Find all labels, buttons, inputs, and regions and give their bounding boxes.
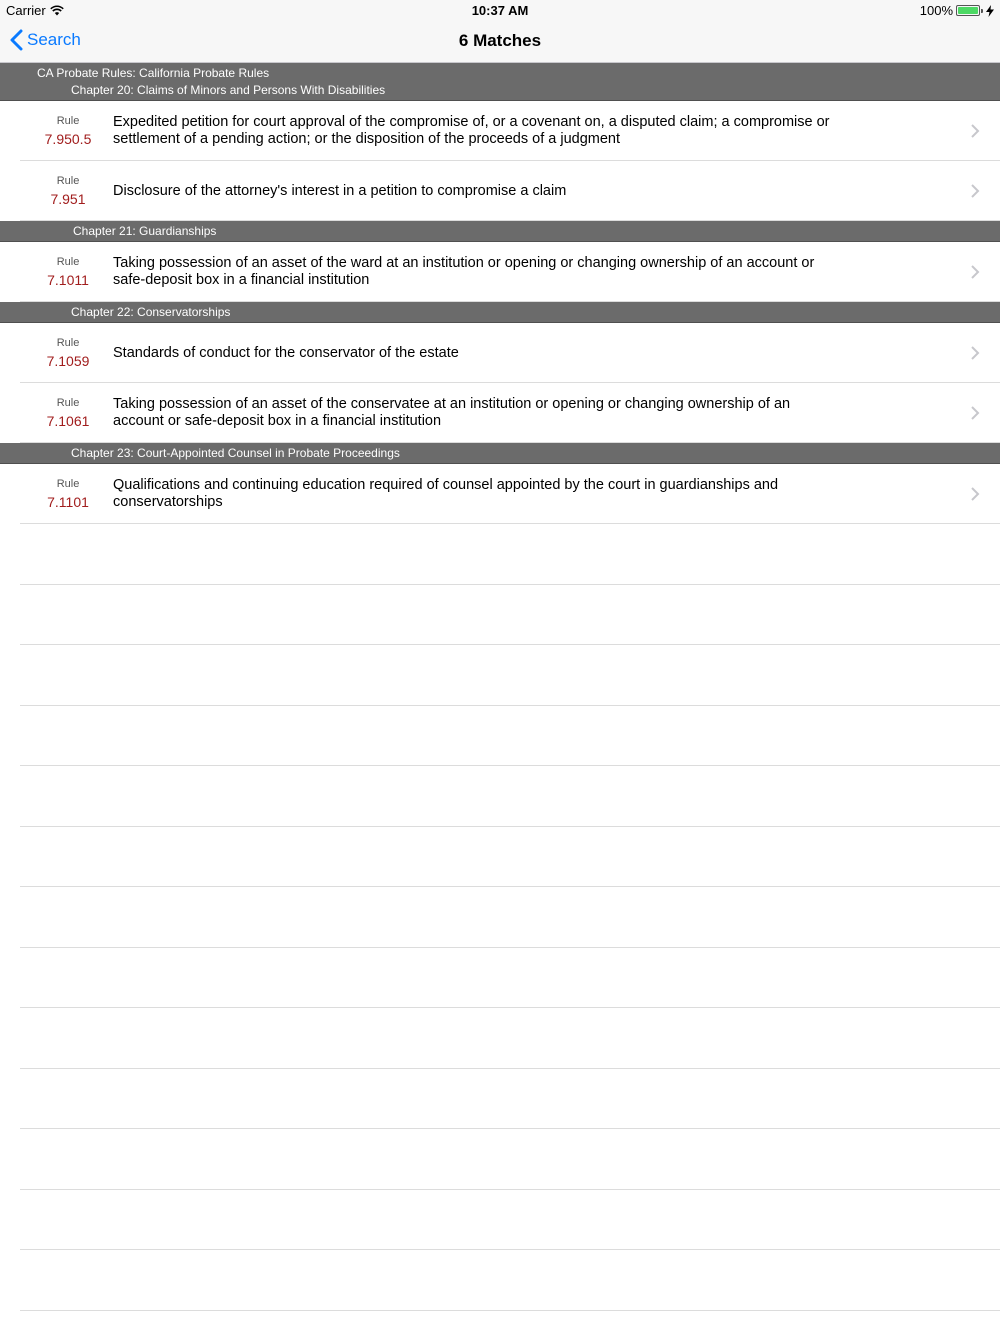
rule-block	[20, 337, 116, 369]
empty-row	[0, 766, 1000, 827]
empty-row	[0, 524, 1000, 585]
charging-bolt-icon	[986, 5, 994, 17]
empty-row	[0, 1190, 1000, 1251]
rule-number: 7.950.5	[44, 131, 92, 147]
section-header	[0, 302, 1000, 323]
rule-number: 7.1059	[46, 353, 90, 369]
rule-block	[20, 175, 116, 207]
section-header	[0, 63, 1000, 101]
chevron-right-icon	[970, 183, 980, 199]
section-book-title: CA Probate Rules: California Probate Rules	[37, 66, 270, 80]
result-row[interactable]	[0, 101, 1000, 161]
rule-number: 7.951	[50, 191, 86, 207]
rule-label: Rule	[56, 175, 80, 187]
rule-title: Taking possession of an asset of the conservatee at an institution or opening or changing ownership of an account or safe-deposit box in a financial institution	[113, 396, 791, 429]
empty-row	[0, 1129, 1000, 1190]
results-list	[0, 63, 1000, 1311]
rule-block	[20, 478, 116, 510]
rule-number: 7.1061	[46, 413, 90, 429]
chevron-right-icon	[970, 264, 980, 280]
empty-row	[0, 706, 1000, 767]
rule-title: Disclosure of the attorney's interest in a petition to compromise a claim	[113, 182, 567, 199]
clock: 10:37 AM	[471, 3, 529, 18]
back-button-label: Search	[27, 30, 81, 49]
result-row[interactable]	[0, 323, 1000, 383]
rule-label: Rule	[56, 337, 80, 349]
rule-number: 7.1101	[47, 494, 89, 510]
page-title: 6 Matches	[458, 31, 542, 50]
result-row[interactable]	[0, 161, 1000, 221]
chevron-right-icon	[970, 486, 980, 502]
empty-row	[0, 1069, 1000, 1130]
section-chapter-title: Chapter 23: Court-Appointed Counsel in Probate Proceedings	[71, 446, 400, 460]
section-chapter-title: Chapter 22: Conservatorships	[71, 305, 231, 319]
rule-block	[20, 397, 116, 429]
rule-title: Qualifications and continuing education required of counsel appointed by the court in guardianships and conservatorships	[113, 477, 779, 510]
battery-icon	[956, 5, 980, 16]
rule-label: Rule	[56, 256, 80, 268]
result-row[interactable]	[0, 464, 1000, 524]
rule-label: Rule	[56, 478, 80, 490]
chevron-right-icon	[970, 123, 980, 139]
navigation-bar	[0, 20, 1000, 63]
empty-row	[0, 645, 1000, 706]
rule-block	[20, 115, 116, 147]
empty-row	[0, 827, 1000, 888]
rule-number: 7.1011	[47, 272, 89, 288]
rule-block	[20, 256, 116, 288]
status-bar	[0, 0, 1000, 20]
carrier-label: Carrier	[6, 3, 46, 18]
battery-percent: 100%	[919, 3, 953, 18]
section-header	[0, 221, 1000, 242]
chevron-right-icon	[970, 405, 980, 421]
section-header	[0, 443, 1000, 464]
empty-row	[0, 948, 1000, 1009]
result-row[interactable]	[0, 242, 1000, 302]
rule-label: Rule	[56, 397, 80, 409]
result-row[interactable]	[0, 383, 1000, 443]
empty-row	[0, 1008, 1000, 1069]
empty-row	[0, 887, 1000, 948]
chevron-right-icon	[970, 345, 980, 361]
rule-label: Rule	[56, 115, 80, 127]
rule-title: Taking possession of an asset of the ward at an institution or opening or changing ownership of an account or safe-deposit box in a financial institution	[113, 255, 815, 288]
section-chapter-title: Chapter 21: Guardianships	[73, 224, 217, 238]
rule-title: Expedited petition for court approval of the compromise of, or a covenant on, a disputed claim; a compromise or settlement of a pending action; or the disposition of the proceeds of a judgment	[113, 114, 830, 147]
empty-row	[0, 585, 1000, 646]
section-chapter-title: Chapter 20: Claims of Minors and Persons With Disabilities	[71, 83, 386, 97]
battery-indicator	[920, 3, 994, 18]
empty-row	[0, 1250, 1000, 1311]
rule-title: Standards of conduct for the conservator of the estate	[113, 344, 459, 361]
